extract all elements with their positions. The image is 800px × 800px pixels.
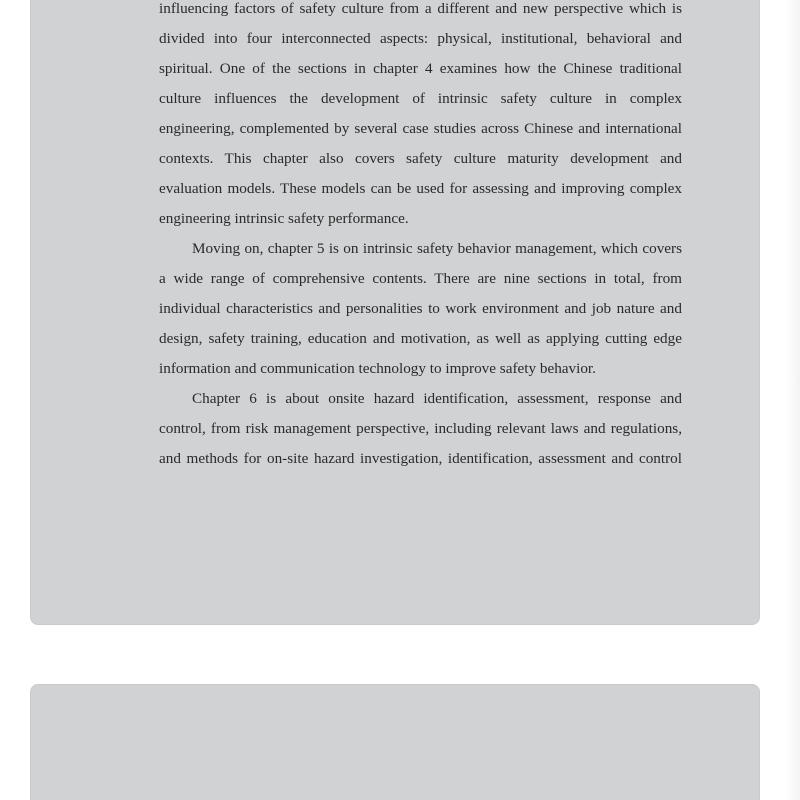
paragraph-line: contexts. This chapter also covers safety culture maturity development and	[159, 150, 682, 167]
paragraph-line: and methods for on-site hazard investigation, identification, assessment and control	[159, 450, 682, 467]
paragraph-line: Moving on, chapter 5 is on intrinsic safety behavior management, which covers	[192, 240, 682, 257]
scroll-edge	[786, 0, 800, 800]
paragraph-line: engineering intrinsic safety performance.	[159, 210, 409, 227]
paragraph-line: divided into four interconnected aspects: physical, institutional, behavioral and	[159, 30, 682, 47]
paragraph-line: evaluation models. These models can be used for assessing and improving complex	[159, 180, 682, 197]
document-page	[31, 0, 759, 624]
paragraph-line: spiritual. One of the sections in chapter 4 examines how the Chinese traditional	[159, 60, 682, 77]
paragraph-line: culture influences the development of intrinsic safety culture in complex	[159, 90, 682, 107]
paragraph-line: Chapter 6 is about onsite hazard identification, assessment, response and	[192, 390, 682, 407]
paragraph-line: control, from risk management perspective, including relevant laws and regulations,	[159, 420, 682, 437]
paragraph-line: a wide range of comprehensive contents. There are nine sections in total, from	[159, 270, 682, 287]
paragraph-line: individual characteristics and personalities to work environment and job nature and	[159, 300, 682, 317]
paragraph-line: engineering, complemented by several case studies across Chinese and international	[159, 120, 682, 137]
paragraph-line: information and communication technology to improve safety behavior.	[159, 360, 596, 377]
document-page-next	[31, 685, 759, 800]
paragraph-line: influencing factors of safety culture from a different and new perspective which is	[159, 0, 682, 17]
paragraph-line: design, safety training, education and motivation, as well as applying cutting edge	[159, 330, 682, 347]
page-body-text	[159, 0, 682, 474]
